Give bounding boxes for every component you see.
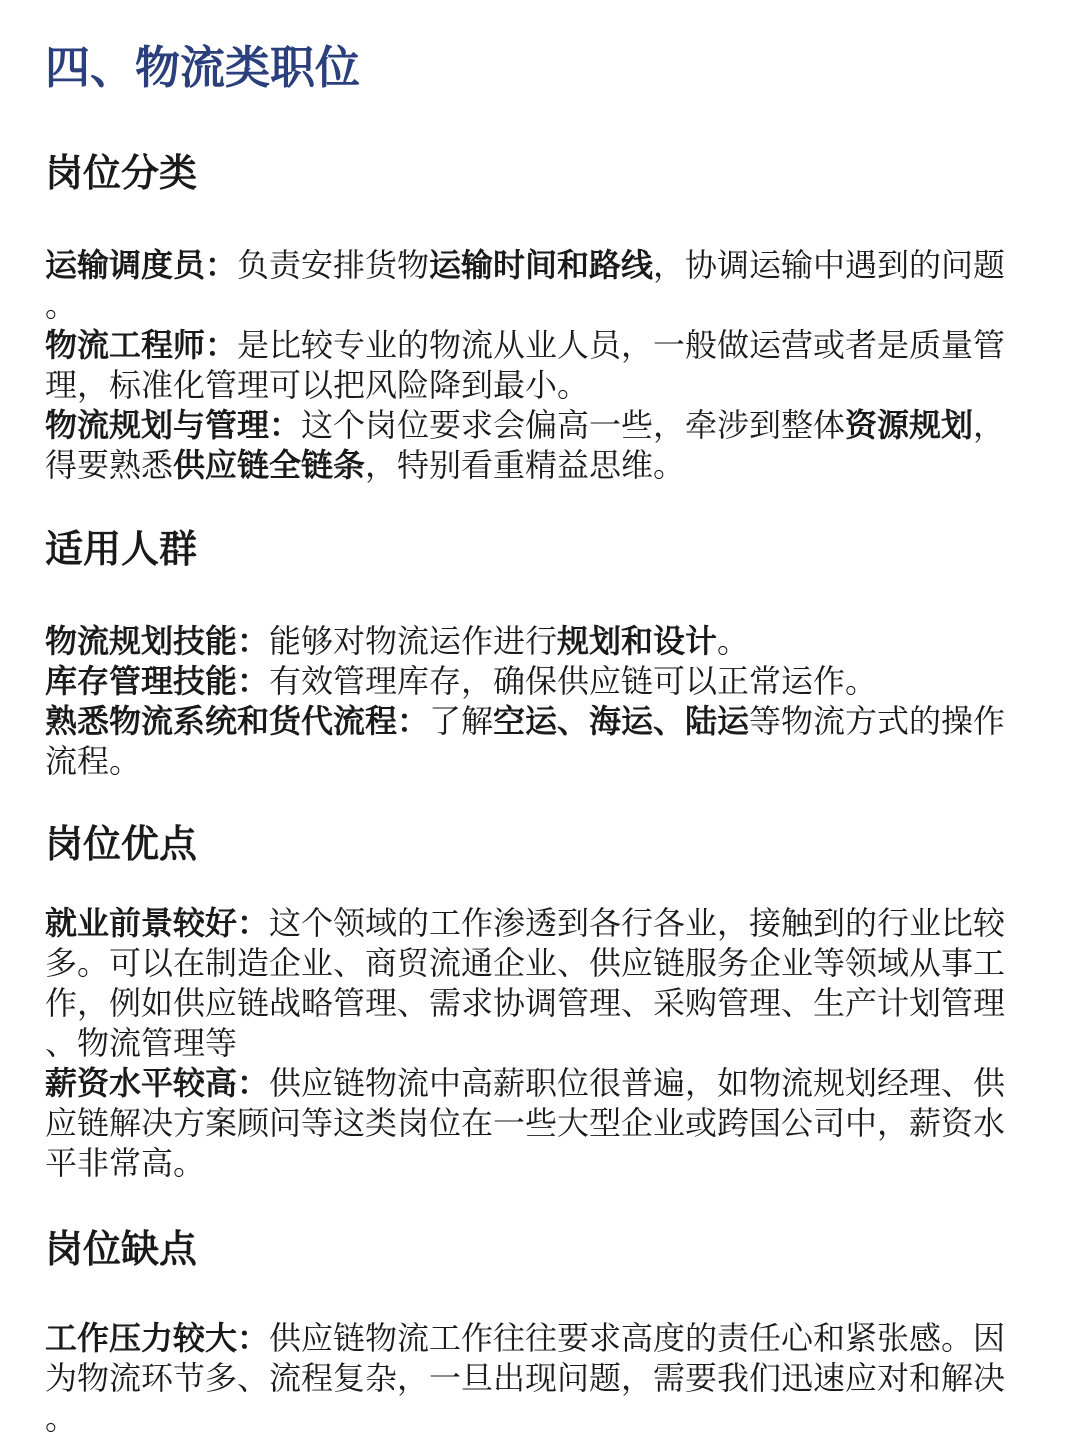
list-item bbox=[45, 661, 1030, 701]
list-item bbox=[45, 903, 1030, 1063]
section-body bbox=[45, 1318, 1030, 1438]
item-text: 这个领域的工作渗透到各行各业，接触到的行业比较多。可以在制造企业、商贸流通企业、供应链服务企业等领域从事工作，例如供应链战略管理、需求协调管理、采购管理、生产计划管理、物流管理等 bbox=[45, 904, 1006, 1062]
list-item bbox=[45, 621, 1030, 661]
item-text: ，得要熟悉 bbox=[45, 406, 1006, 484]
list-item bbox=[45, 405, 1030, 485]
item-text: 供应链物流中高薪职位很普遍，如物流规划经理、供应链解决方案顾问等这类岗位在一些大型企业或跨国公司中，薪资水平非常高。 bbox=[45, 1064, 1006, 1182]
section-suitable-people bbox=[45, 524, 1030, 780]
item-term: 运输调度员： bbox=[45, 246, 238, 284]
page-title: 四、物流类职位 bbox=[45, 41, 361, 94]
item-text: 这个岗位要求会偏高一些，牵涉到整体 bbox=[301, 406, 846, 444]
item-text: 供应链物流工作往往要求高度的责任心和紧张感。因为物流环节多、流程复杂，一旦出现问题，需要我们迅速应对和解决。 bbox=[45, 1319, 1006, 1437]
item-highlight: 运输时间和路线 bbox=[429, 246, 654, 284]
section-body bbox=[45, 903, 1030, 1183]
item-highlight: 供应链全链条 bbox=[173, 446, 366, 484]
item-term: 物流规划与管理： bbox=[45, 406, 302, 444]
item-highlight: 规划和设计 bbox=[557, 622, 718, 660]
item-highlight: 空运、海运、陆运 bbox=[493, 702, 750, 740]
list-item bbox=[45, 245, 1030, 325]
list-item bbox=[45, 1063, 1030, 1183]
list-item bbox=[45, 701, 1030, 781]
section-heading: 岗位分类 bbox=[45, 151, 198, 195]
item-term: 薪资水平较高： bbox=[45, 1064, 270, 1102]
item-term: 库存管理技能： bbox=[45, 662, 270, 700]
section-body bbox=[45, 621, 1030, 781]
list-item bbox=[45, 325, 1030, 405]
item-text: 等物流方式的操作流程。 bbox=[45, 702, 1006, 780]
item-term: 物流工程师： bbox=[45, 326, 238, 364]
item-term: 就业前景较好： bbox=[45, 904, 270, 942]
list-item bbox=[45, 1318, 1030, 1438]
section-heading: 岗位缺点 bbox=[45, 1227, 198, 1271]
item-term: 熟悉物流系统和货代流程： bbox=[45, 702, 430, 740]
item-text: 是比较专业的物流从业人员，一般做运营或者是质量管理，标准化管理可以把风险降到最小。 bbox=[45, 326, 1006, 404]
section-heading: 适用人群 bbox=[45, 527, 198, 571]
section-heading: 岗位优点 bbox=[45, 822, 198, 866]
section-job-categories bbox=[45, 148, 1030, 484]
item-highlight: 资源规划 bbox=[845, 406, 974, 444]
section-job-disadvantages bbox=[45, 1224, 1030, 1437]
item-text: 。 bbox=[717, 622, 750, 660]
item-text: 能够对物流运作进行 bbox=[269, 622, 558, 660]
item-term: 物流规划技能： bbox=[45, 622, 270, 660]
section-job-advantages bbox=[45, 819, 1030, 1182]
item-term: 工作压力较大： bbox=[45, 1319, 270, 1357]
item-text: 有效管理库存，确保供应链可以正常运作。 bbox=[269, 662, 878, 700]
section-body bbox=[45, 245, 1030, 485]
item-text: ，特别看重精益思维。 bbox=[365, 446, 686, 484]
item-text: 负责安排货物 bbox=[237, 246, 430, 284]
item-text: ，协调运输中遇到的问题。 bbox=[45, 246, 1006, 324]
item-text: 了解 bbox=[429, 702, 494, 740]
